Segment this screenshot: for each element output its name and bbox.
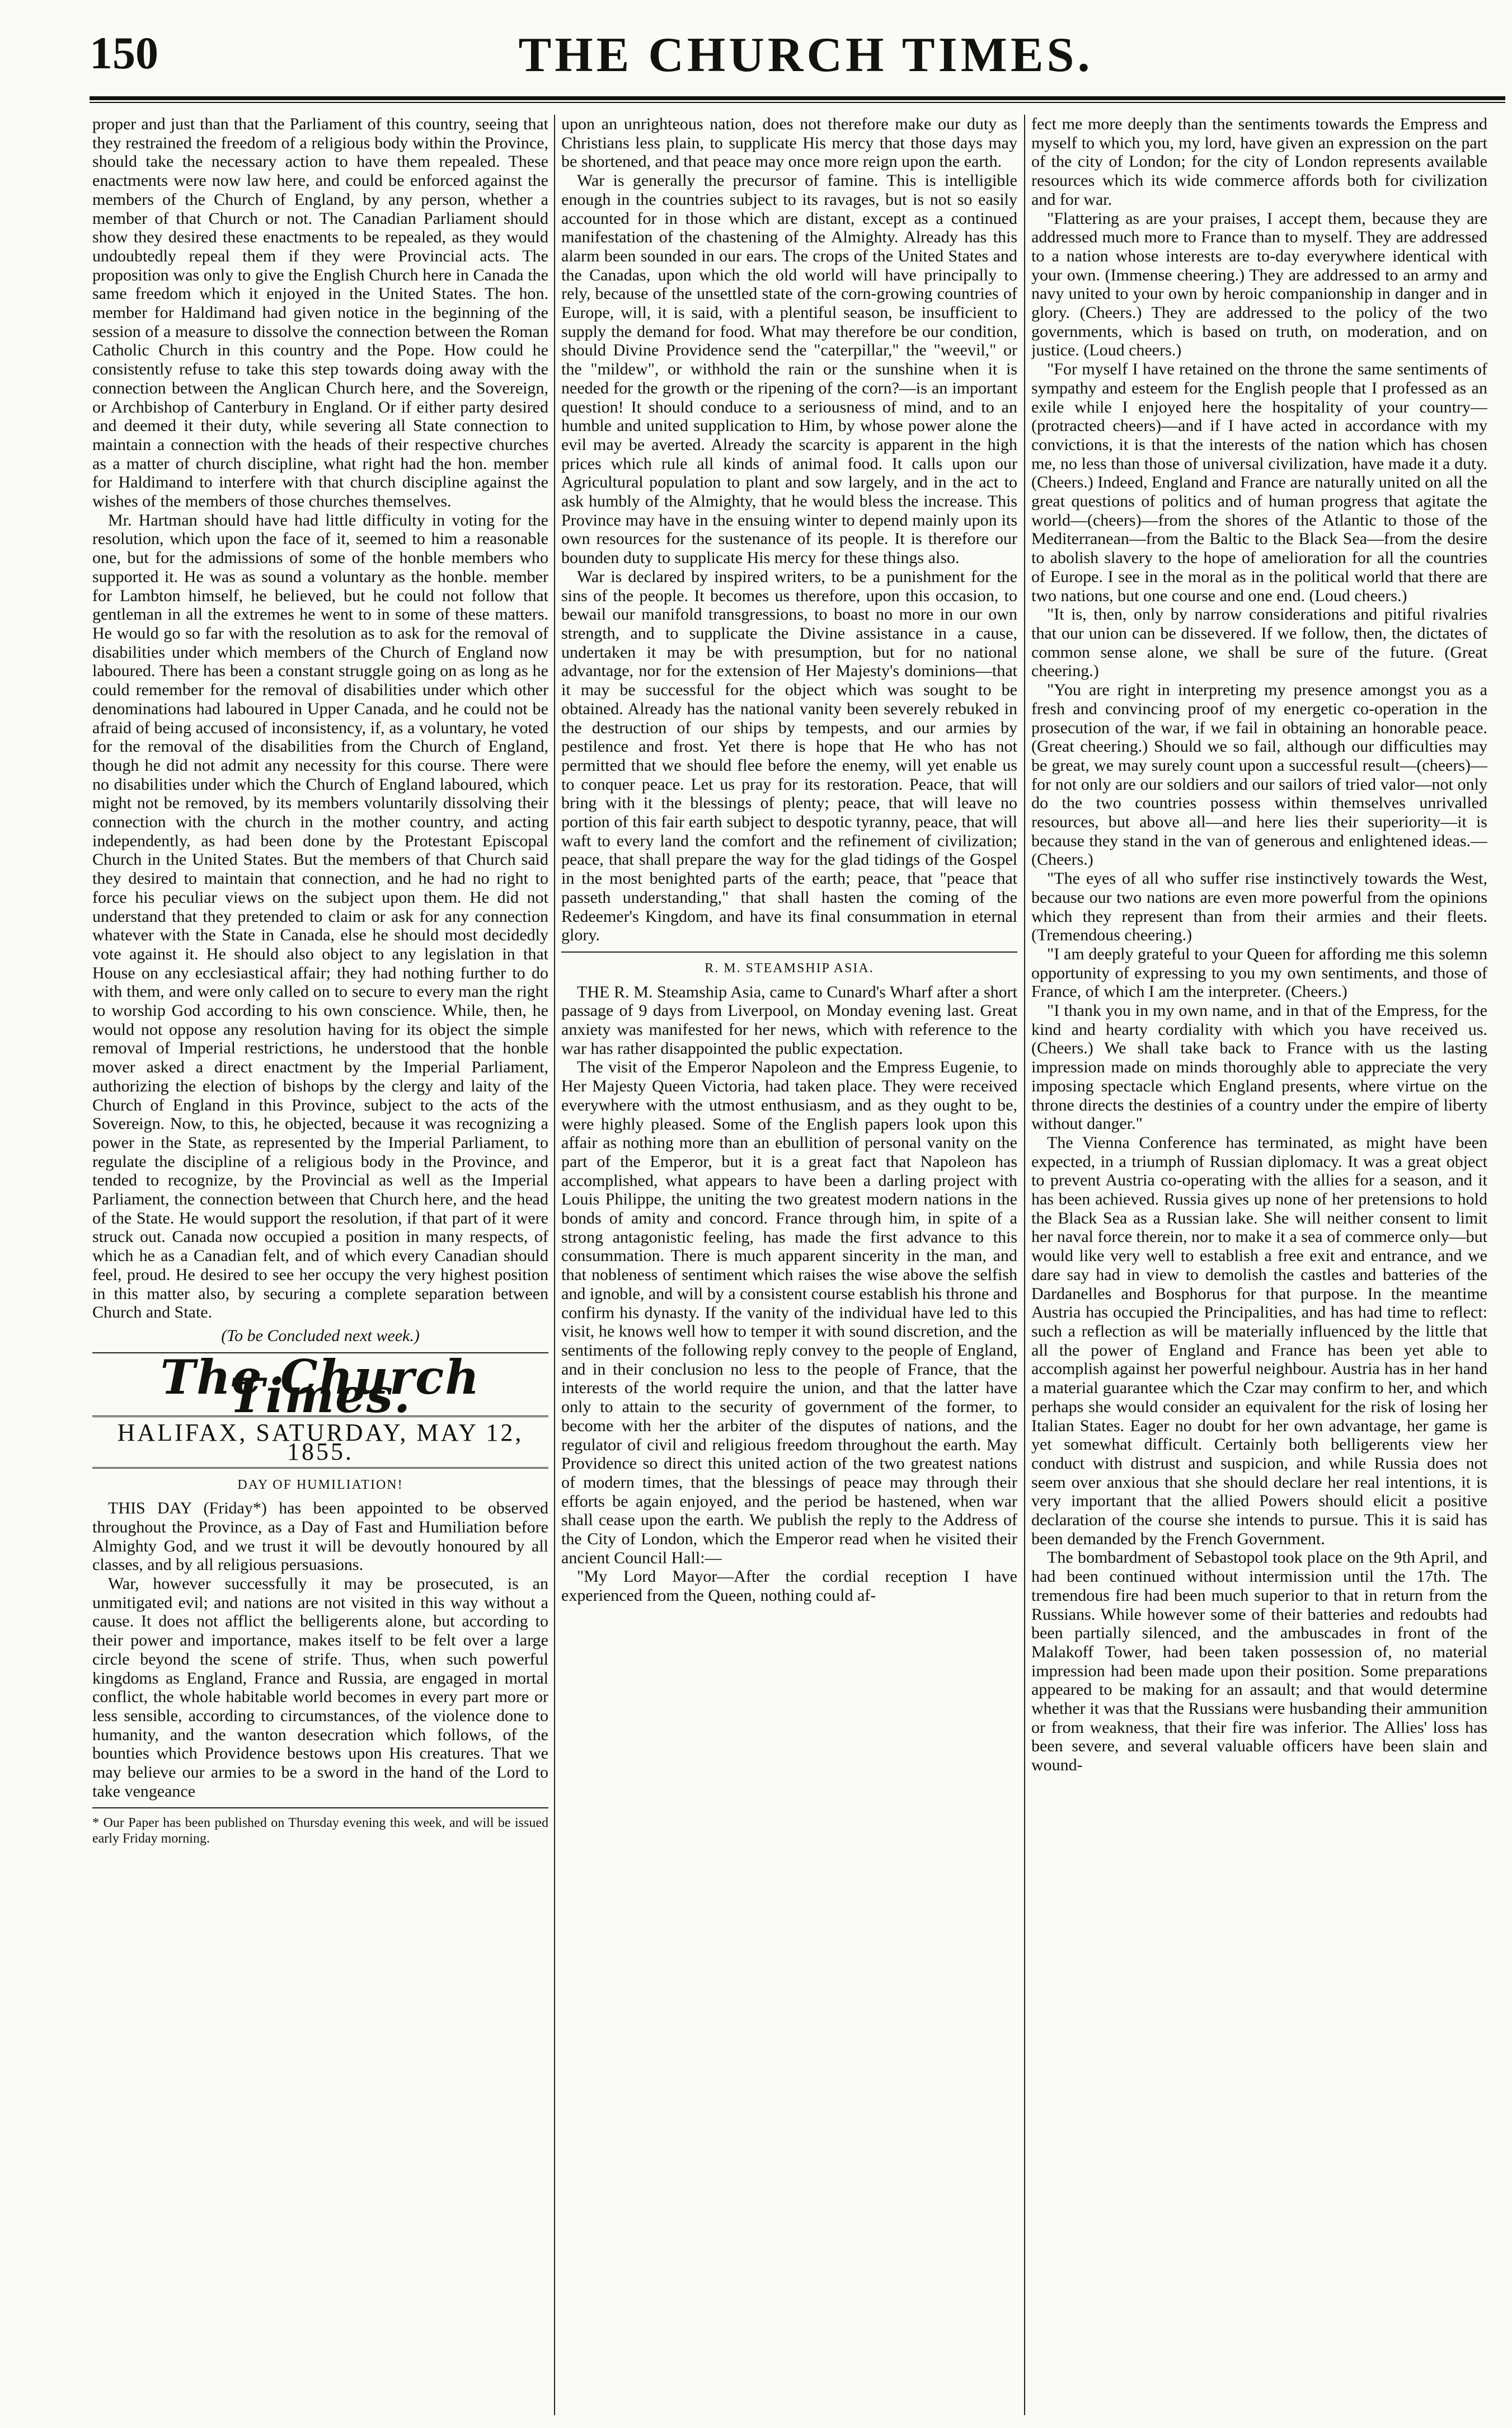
article-paragraph: "Flattering as are your praises, I accept them, because they are addressed much more to France than to myself. They are addressed to a nation whose interests are to-day everywhere identical with your own. (Immense cheering.) They are addressed to an army and navy united to your own by heroic companionship in danger and in glory. (Cheers.) They are addressed to the policy of the two governments, which is based on truth, on moderation, and on justice. (Loud cheers.) [1031, 209, 1487, 360]
article-heading: R. M. STEAMSHIP ASIA. [705, 960, 874, 976]
article-paragraph: THE R. M. Steamship Asia, came to Cunard's Wharf after a short passage of 9 days from Liverpool, on Monday evening last. Great anxiety was manifested for her news, which with reference to the war has rather disappointed the public expectation. [561, 982, 1017, 1058]
article-paragraph: proper and just than that the Parliament of this country, seeing that they restrained the freedom of a religious body within the Province, should take the necessary action to have them repealed. These enactments were now law here, and could be enforced against the members of the Church of England, by any person, whether a member of that Church or not. The Canadian Parliament should show they desired these enactments to be repealed, as they would undoubtedly repeal them if they were Provincial acts. The proposition was only to give the English Church here in Canada the same freedom which it enjoyed in the United States. The hon. member for Haldimand had given notice in the beginning of the session of a measure to dissolve the connection between the Roman Catholic Church in this country and the Pope. How could he consistently refuse to take this step towards doing away with the connection between the Anglican Church here, and the Sovereign, or Archbishop of Canterbury in England. Or if either party desired and deemed it their duty, while severing all State connection to maintain a connection with the heads of their respective churches as a matter of church discipline, what right had the hon. member for Haldimand to interfere with that church discipline against the wishes of the members of those churches themselves. [92, 115, 548, 511]
article-paragraph: "My Lord Mayor—After the cordial reception I have experienced from the Queen, nothing could af- [561, 1567, 1017, 1605]
column-3 [1031, 115, 1487, 2421]
article-paragraph: THIS DAY (Friday*) has been appointed to be observed throughout the Province, as a Day of Fast and Humiliation before Almighty God, and we trust it will be devoutly honoured by all classes, and by all religious persuasions. [92, 1499, 548, 1574]
article-paragraph: The visit of the Emperor Napoleon and the Empress Eugenie, to Her Majesty Queen Victoria, had taken place. They were received everywhere with the utmost enthusiasm, and as they ought to be, were highly pleased. Some of the English papers look upon this affair as nothing more than an ebullition of personal vanity on the part of the Emperor, but it is a great fact that Napoleon has accomplished, what appears to have been a darling project with Louis Philippe, the uniting the two greatest modern nations in the bonds of amity and concord. France through him, in spite of a strong antagonistic feeling, has made the first advance to this consummation. There is much apparent sincerity in the man, and that nobleness of sentiment which raises the wise above the selfish and ignoble, and will by a consistent course establish his throne and confirm his dynasty. If the vanity of the individual have led to this visit, he knows well how to temper it with sound discretion, and the sentiments of the following reply convey to the people of England, and in their conclusion no less to the people of France, that the interests of the world require the union, and that the latter have only to attain to the security of government of the former, to become with her the arbiter of the disputes of nations, and the regulator of civil and religious freedom throughout the earth. May Providence so direct this united action of the two greatest nations of modern times, that the blessings of peace may through their efforts be again enjoyed, and the period be hastened, when war shall cease upon the earth. We publish the reply to the Address of the City of London, which the Emperor read when he visited their ancient Council Hall:— [561, 1058, 1017, 1567]
article-paragraph: Mr. Hartman should have had little difficulty in voting for the resolution, which upon the face of it, seemed to him a reasonable one, but for the admissions of some of the honble members who supported it. He was as sound a voluntary as the honble. member for Lambton himself, he believed, but he could not follow that gentleman in all the extremes he went to in some of these matters. He would go so far with the resolution as to ask for the removal of disabilities under which members of the Church of England now laboured. There has been a constant struggle going on as long as he could remember for the removal of disabilities under which other denominations had laboured in Upper Canada, and he could not be afraid of being accused of inconsistency, if, as a voluntary, he voted for the removal of the disabilities from the Church of England, though he did not admit any necessity for this course. There were no disabilities under which the Church of England laboured, which might not be removed, by its members voluntarily dissolving their connection with the church in the mother country, and acting independently, as had been done by the Protestant Episcopal Church in the United States. But the members of that Church said they desired to maintain that connection, and he had no right to force his peculiar views on the subject upon them. He did not understand that they pretended to claim or ask for any connection whatever with the State in Canada, else he should most decidedly vote against it. He should also object to any legislation in that House on any ecclesiastical affair; they had nothing further to do with them, and were only called on to secure to every man the right to worship God according to his own conscience. While, then, he would not oppose any resolution having for its object the simple removal of Imperial restrictions, he understood that the honble mover asked a direct enactment by the Imperial Parliament, authorizing the election of bishops by the clergy and laity of the Church of England in this Province, subject to the acts of the Sovereign. Now, to this, he objected, because it was recognizing a power in the State, as represented by the Imperial Parliament, to regulate the discipline of a religious body in the Province, and tended to recognize, by the Provincial as well as the Imperial Parliament, the connection between that Church here, and the head of the State. He would support the resolution, if that part of it were struck out. Canada now occupied a position in many respects, of which he as a Canadian felt, and of which every Canadian should feel, proud. He desired to see her occupy the very highest position in this matter also, by securing a complete separation between Church and State. [92, 510, 548, 1322]
article-paragraph: fect me more deeply than the sentiments towards the Empress and myself to which you, my lord, have given an expression on the part of the city of London; for the city of London represents available resources which its wide commerce affords both for civilization and for war. [1031, 115, 1487, 209]
section-divider [561, 951, 1017, 953]
article-paragraph: upon an unrighteous nation, does not therefore make our duty as Christians less plain, to supplicate His mercy that those days may be shortened, and that peace may once more reign upon the earth. [561, 115, 1017, 171]
header-rule [90, 96, 1505, 100]
column-rule [1024, 115, 1025, 2415]
article-paragraph: "It is, then, only by narrow considerations and pitiful rivalries that our union can be dissevered. If we follow, then, the dictates of common sense alone, we shall be sure of the future. (Great cheering.) [1031, 605, 1487, 681]
article-paragraph: War, however successfully it may be prosecuted, is an unmitigated evil; and nations are not visited in this way without a cause. It does not afflict the belligerents alone, but according to their power and importance, makes itself to be felt over a large circle beyond the scene of strife. Thus, when such powerful kingdoms as England, France and Russia, are engaged in mortal conflict, the whole habitable world becomes in every part more or less sensible, according to circumstances, of the violence done to humanity, and the wanton desecration which follows, of the bounties which Providence bestows upon His creatures. That we may believe our armies to be a sword in the hand of the Lord to take vengeance [92, 1574, 548, 1801]
article-paragraph: "The eyes of all who suffer rise instinctively towards the West, because our two nations are even more powerful from the opinions which they represent than from their armies and their fleets. (Tremendous cheering.) [1031, 869, 1487, 945]
article-paragraph: War is declared by inspired writers, to be a punishment for the sins of the people. It becomes us therefore, upon this occasion, to bewail our manifold transgressions, to boast no more in our own strength, and to supplicate the Divine assistance in a cause, undertaken it may be with presumption, but for no national advantage, nor for the extension of Her Majesty's dominions—that it may be successful for the object which was sought to be obtained. Already has the national vanity been severely rebuked in the destruction of our ships by tempests, and our armies by pestilence and frost. Yet there is hope that He who has not permitted that we should flee before the enemy, will yet enable us to conquer peace. Let us pray for its restoration. Peace, that will bring with it the blessings of plenty; peace, that will leave no portion of this fair earth subject to despotic tyranny, peace, that will waft to every land the comfort and the refinement of civilization; peace, that shall prepare the way for the glad tidings of the Gospel in the most benighted parts of the earth; peace, that "peace that passeth understanding," that shall hasten the coming of the Redeemer's Kingdom, and have its final consummation in eternal glory. [561, 567, 1017, 945]
article-heading: DAY OF HUMILIATION! [237, 1477, 403, 1492]
column-2 [561, 115, 1017, 2421]
article-paragraph: War is generally the precursor of famine. This is intelligible enough in the countries subject to its ravages, but is not so easily accounted for in those which are distant, except as a continued manifestation of the chastening of the Almighty. Already has this alarm been sounded in our ears. The crops of the United States and the Canadas, upon which the old world will have principally to rely, because of the unsettled state of the corn-growing countries of Europe, will, it is said, with a plentiful season, be insufficient to supply the demand for food. What may therefore be our condition, should Divine Providence send the "caterpillar," the "weevil," or the "mildew", or withhold the rain or the sunshine when it is needed for the growth or the ripening of the corn?—is an important question! It should conduce to a seriousness of mind, and to an humble and united supplication to Him, by whose power alone the evil may be averted. Already the scarcity is apparent in the high prices which rule all kinds of animal food. It calls upon our Agricultural population to plant and sow largely, and in the act to ask humbly of the Almighty, that he would bless the increase. This Province may have in the ensuing winter to depend mainly upon its own resources for the sustenance of its people. It is therefore our bounden duty to supplicate His mercy for these things also. [561, 171, 1017, 568]
section-divider [92, 1467, 548, 1470]
page-header [90, 27, 1512, 88]
footnote-divider [92, 1807, 548, 1808]
article-paragraph: "For myself I have retained on the throne the same sentiments of sympathy and esteem for the English people that I professed as an exile while I enjoyed here the hospitality of your country—(protracted cheers)—and if I have acted in accordance with my convictions, it is that the interests of the nation which has chosen me, no less than those of universal civilization, have made it a duty. (Cheers.) Indeed, England and France are naturally united on all the great questions of politics and of human progress that agitate the world—(cheers)—from the shores of the Atlantic to those of the Mediterranean—from the Baltic to the Black Sea—from the desire to abolish slavery to the hope of amelioration for all the countries of Europe. I see in the moral as in the political world that there are two nations, but one course and one end. (Loud cheers.) [1031, 360, 1487, 605]
article-paragraph: "I am deeply grateful to your Queen for affording me this solemn opportunity of expressing to you my own sentiments, and those of France, of which I am the interpreter. (Cheers.) [1031, 944, 1487, 1001]
article-paragraph: The bombardment of Sebastopol took place on the 9th April, and had been continued without intermission until the 17th. The tremendous fire had been much superior to that in return from the Russians. While however some of their batteries and redoubts had been partially silenced, and the ambuscades in front of the Malakoff Tower, had been taken possession of, no material impression had been made upon their position. Some preparations appeared to be making for an assault; and that would determine whether it was that the Russians were husbanding their ammunition or from weakness, that their fire was inferior. The Allies' loss has been severe, and several valuable officers have been slain and wound- [1031, 1548, 1487, 1775]
nameplate: The Church Times. [160, 1349, 481, 1424]
footnote: * Our Paper has been published on Thursday evening this week, and will be issued early Friday morning. [92, 1816, 548, 1846]
continued-notice: (To be Concluded next week.) [221, 1327, 420, 1345]
running-title: THE CHURCH TIMES. [518, 28, 1093, 82]
header-rule-thin [90, 102, 1505, 103]
column-1 [92, 115, 548, 2421]
dateline: HALIFAX, SATURDAY, MAY 12, 1855. [117, 1419, 524, 1465]
article-paragraph: "You are right in interpreting my presence amongst you as a fresh and convincing proof of my energetic co-operation in the prosecution of the war, if we fail in obtaining an honorable peace. (Great cheering.) Should we so fail, although our difficulties may be great, we may surely count upon a successful result—(cheers)—for not only are our soldiers and our sailors of tried valor—not only do the two countries possess within themselves unrivalled resources, but above all—and here lies their superiority—it is because they stand in the van of generous and enlightened ideas.—(Cheers.) [1031, 681, 1487, 869]
article-paragraph: The Vienna Conference has terminated, as might have been expected, in a triumph of Russian diplomacy. It was a great object to prevent Austria co-operating with the allies for a season, and it has been achieved. Russia gives up none of her pretensions to hold the Black Sea as a Russian lake. She will neither consent to limit her naval force therein, nor to make it a sea of commerce only—but would like very well to establish a free exit and entrance, and we dare say had in view to demolish the castles and batteries of the Dardanelles and Bosphorus for that purpose. In the meantime Austria has occupied the Principalities, and has had time to reflect: such a reflection as will be materially influenced by the little that all the power of England and France has been yet able to accomplish against her powerful neighbour. Austria has in her hand a material guarantee which the Czar may confirm to her, and which perhaps she would consider an equivalent for the risk of losing her Italian States. Eager no doubt for her own advantage, her game is yet somewhat difficult. Certainly both belligerents view her conduct with distrust and suspicion, and while Russia does not seem over anxious that she should declare her real intentions, it is very important that the allied Powers should elicit a positive declaration of the course she intends to pursue. This it is said has been demanded by the French Government. [1031, 1133, 1487, 1548]
article-paragraph: "I thank you in my own name, and in that of the Empress, for the kind and hearty cordiality with which you have received us. (Cheers.) We shall take back to France with us the lasting impression made on minds thoroughly able to appreciate the very imposing spectacle which England presents, where virtue on the throne directs the destinies of a country under the empire of liberty without danger." [1031, 1001, 1487, 1133]
page-number: 150 [90, 27, 158, 78]
column-rule [554, 115, 555, 2415]
